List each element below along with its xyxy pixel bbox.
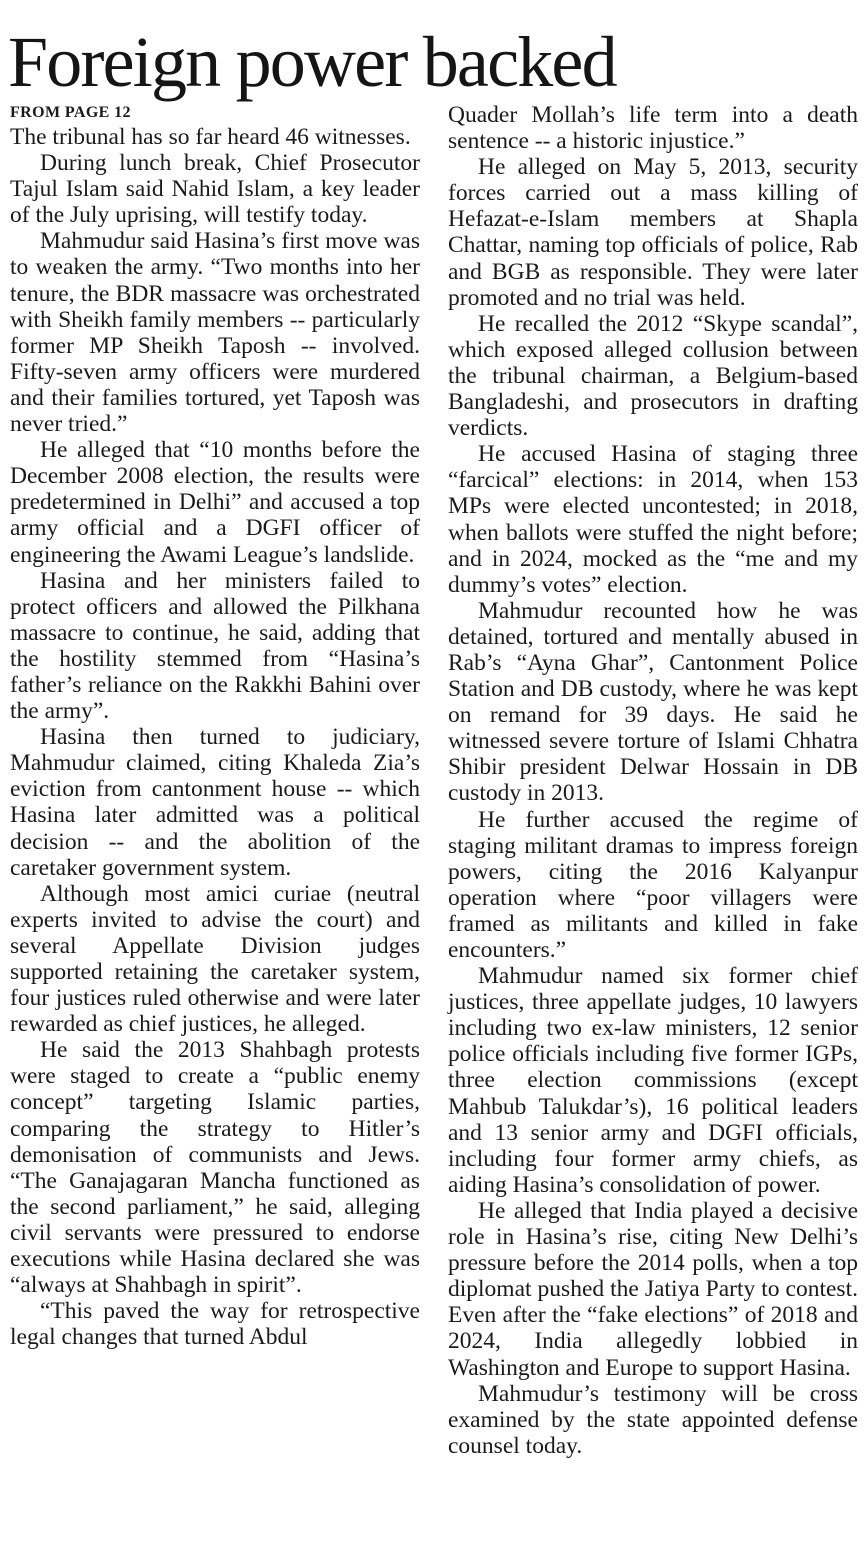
paragraph: Mahmudur recounted how he was detained, tortured and mentally abused in Rab’s “Ayna Ghar”, Cantonment Police Station and DB custody, where he was kept on remand for 39 days. He said he witnessed severe torture of Islami Chhatra Shibir president Delwar Hossain in DB custody in 2013. (448, 597, 858, 807)
paragraph: Hasina then turned to judiciary, Mahmudur claimed, citing Khaleda Zia’s eviction from cantonment house -- which Hasina later admitted was a political decision -- and the abolition of the caretaker government system. (10, 724, 420, 881)
paragraph: He further accused the regime of staging militant dramas to impress foreign powers, citing the 2016 Kalyanpur operation where “poor villagers were framed as militants and killed in fake encounters.” (448, 806, 858, 963)
right-column (448, 102, 858, 1459)
paragraph: He recalled the 2012 “Skype scandal”, which exposed alleged collusion between the tribunal chairman, a Belgium-based Bangladeshi, and prosecutors in drafting verdicts. (448, 310, 858, 442)
paragraph: He said the 2013 Shahbagh protests were staged to create a “public enemy concept” targeting Islamic parties, comparing the strategy to Hitler’s demonisation of communists and Jews. “The Ganajagaran Mancha functioned as the second parliament,” he said, alleging civil servants were pressured to endorse executions while Hasina declared she was “always at Shahbagh in spirit”. (10, 1037, 420, 1299)
paragraph-continued: Quader Mollah’s life term into a death sentence -- a historic injustice.” (448, 102, 858, 155)
paragraph: Although most amici curiae (neutral experts invited to advise the court) and several Appellate Division judges supported retaining the caretaker system, four justices ruled otherwise and were later rewarded as chief justices, he alleged. (10, 880, 420, 1038)
paragraph: The tribunal has so far heard 46 witnesses. (10, 124, 411, 150)
paragraph: During lunch break, Chief Prosecutor Tajul Islam said Nahid Islam, a key leader of the July uprising, will testify today. (10, 150, 420, 229)
paragraph: “This paved the way for retrospective legal changes that turned Abdul (10, 1298, 420, 1351)
left-column (10, 102, 420, 1350)
continuation-label: FROM PAGE 12 (10, 104, 131, 121)
paragraph: He alleged that India played a decisive role in Hasina’s rise, citing New Delhi’s pressure before the 2014 polls, when a top diplomat pushed the Jatiya Party to contest. Even after the “fake elections” of 2018 and 2024, India allegedly lobbied in Washington and Europe to support Hasina. (448, 1197, 858, 1381)
headline: Foreign power backed (8, 22, 616, 102)
paragraph: He alleged that “10 months before the December 2008 election, the results were predetermined in Delhi” and accused a top army official and a DGFI officer of engineering the Awami League’s landslide. (10, 437, 420, 568)
paragraph: Hasina and her ministers failed to protect officers and allowed the Pilkhana massacre to continue, he said, adding that the hostility stemmed from “Hasina’s father’s reliance on the Rakkhi Bahini over the army”. (10, 567, 420, 725)
paragraph: Mahmudur said Hasina’s first move was to weaken the army. “Two months into her tenure, the BDR massacre was orchestrated with Sheikh family members -- particularly former MP Sheikh Taposh -- involved. Fifty-seven army officers were murdered and their families tortured, yet Taposh was never tried.” (10, 228, 420, 438)
paragraph: He alleged on May 5, 2013, security forces carried out a mass killing of Hefazat-e-Islam members at Shapla Chattar, naming top officials of police, Rab and BGB as responsible. They were later promoted and no trial was held. (448, 154, 858, 311)
paragraph: Mahmudur’s testimony will be cross examined by the state appointed defense counsel today. (448, 1380, 858, 1459)
paragraph: He accused Hasina of staging three “farcical” elections: in 2014, when 153 MPs were elected uncontested; in 2018, when ballots were stuffed the night before; and in 2024, mocked as the “me and my dummy’s votes” election. (448, 441, 858, 598)
paragraph: Mahmudur named six former chief justices, three appellate judges, 10 lawyers including two ex-law ministers, 12 senior police officials including five former IGPs, three election commissions (except Mahbub Talukdar’s), 16 political leaders and 13 senior army and DGFI officials, including four former army chiefs, as aiding Hasina’s consolidation of power. (448, 963, 858, 1198)
